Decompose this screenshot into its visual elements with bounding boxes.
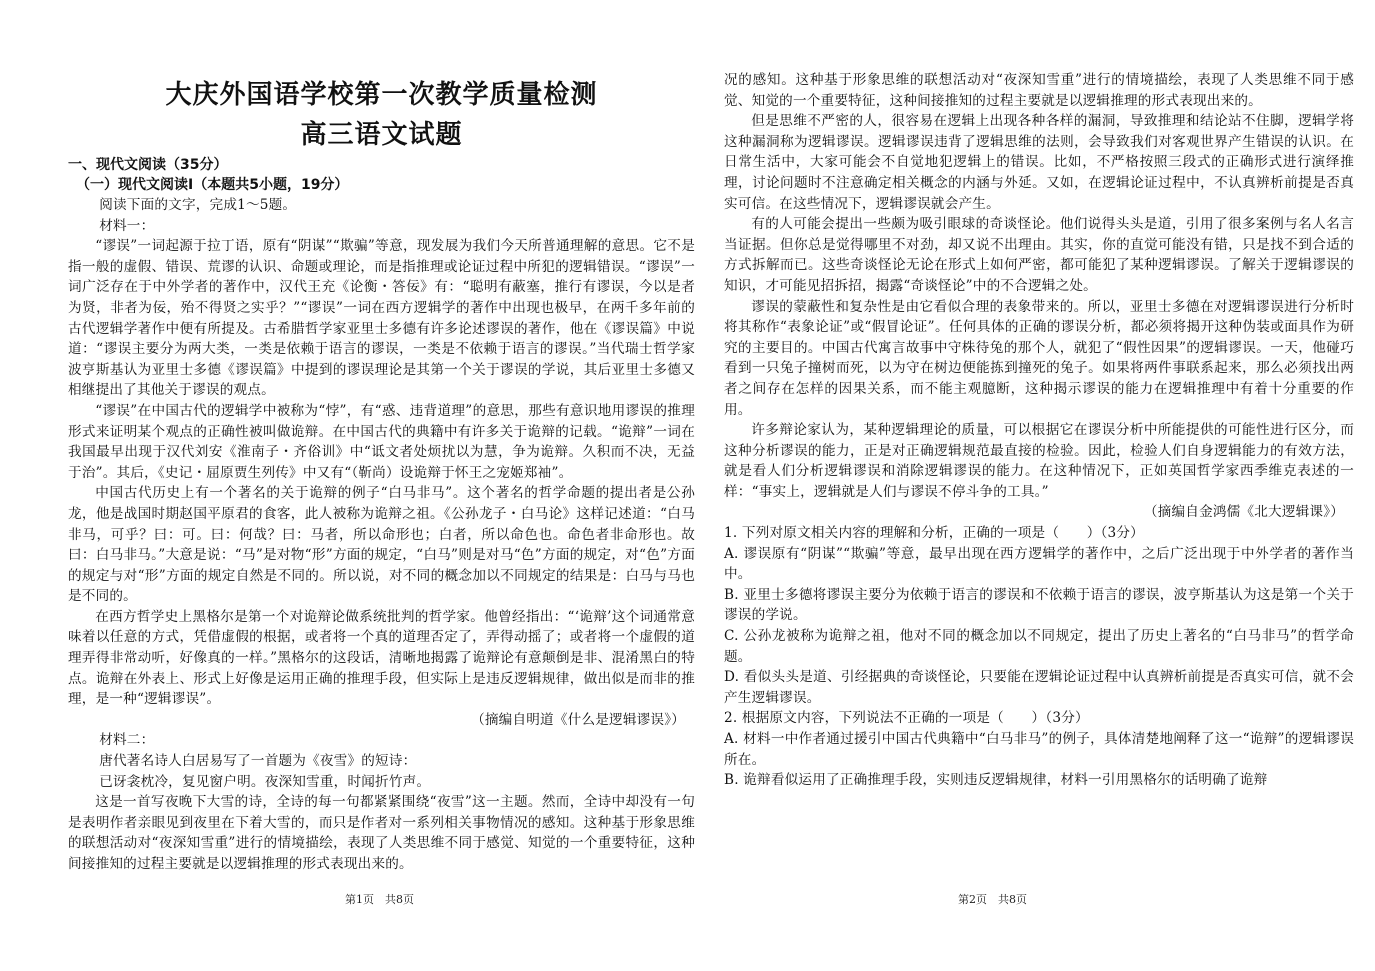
material2-paragraph: 有的人可能会提出一些颇为吸引眼球的奇谈怪论。他们说得头头是道，引用了很多案例与名人名言当证据。但你总是觉得哪里不对劲，却又说不出理由。其实，你的直觉可能没有错，只是找不到合适的方式拆解而已。这些奇谈怪论无论在形式上如何严密，都可能犯了某种逻辑谬误。了解关于逻辑谬误的知识，才可能见招拆招，揭露“奇谈怪论”中的不合逻辑之处。 [724, 216, 1354, 294]
section-heading: 一、现代文阅读（35分） [68, 157, 228, 173]
material1-label: 材料一： [99, 217, 155, 234]
material1-paragraph: “谬误”在中国古代的逻辑学中被称为“悖”，有“惑、违背道理”的意思，那些有意识地用谬误的推理形式来证明某个观点的正确性被叫做诡辩。在中国古代的典籍中有许多关于诡辩的记载。“诡辩”一词在我国最早出现于汉代刘安《淮南子・齐俗训》中“诋文者处烦扰以为慧，争为诡辩。久积而不决，无益于治”。其后，《史记・屈原贾生列传》中又有“（靳尚）设诡辩于怀王之宠姬郑袖”。 [68, 402, 695, 481]
question-1-option-b: B. 亚里士多德将谬误主要分为依赖于语言的谬误和不依赖于语言的谬误，波亨斯基认为这是第一个关于谬误的学说。 [724, 586, 1354, 624]
question-2-stem: 2. 根据原文内容，下列说法不正确的一项是（ ）（3分） [724, 710, 1089, 727]
question-2-option-a: A. 材料一中作者通过援引中国古代典籍中“白马非马”的例子，具体清楚地阐释了这一“诡辩”的逻辑谬误所在。 [724, 731, 1354, 768]
question-1-option-a: A. 谬误原有“阴谋”“欺骗”等意，最早出现在西方逻辑学的著作中，之后广泛出现于中外学者的著作当中。 [724, 545, 1354, 583]
material2-source: （摘编自金鸿儒《北大逻辑课》） [1143, 504, 1344, 521]
material2-paragraph: 但是思维不严密的人，很容易在逻辑上出现各种各样的漏洞，导致推理和结论站不住脚，逻辑学将这种漏洞称为逻辑谬误。逻辑谬误违背了逻辑思维的法则，会导致我们对客观世界产生错误的认识。在日常生活中，大家可能会不自觉地犯逻辑上的错误。比如，不严格按照三段式的正确形式进行演绎推理，讨论问题时不注意确定相关概念的内涵与外延。又如，在逻辑论证过程中，不认真辨析前提是否真实可信。在这些情况下，逻辑谬误就会产生。 [724, 113, 1354, 212]
left-column [68, 155, 695, 872]
material2-paragraph: 这是一首写夜晚下大雪的诗，全诗的每一句都紧紧围绕“夜雪”这一主题。然而，全诗中却没有一句是表明作者亲眼见到夜里在下着大雪的，而只是作者对一系列相关事物情况的感知。这种基于形象思维的联想活动对“夜深知雪重”进行的情境描绘，表现了人类思维不同于感觉、知觉的一个重要特征，这种间接推知的过程主要就是以逻辑推理的形式表现出来的。 [68, 794, 695, 872]
instruction-text: 阅读下面的文字，完成1～5题。 [99, 197, 297, 213]
right-column [724, 70, 1354, 791]
material2-label: 材料二： [99, 732, 155, 749]
question-1-option-d: D. 看似头头是道、引经据典的奇谈怪论，只要能在逻辑论证过程中认真辨析前提是否真实可信，就不会产生逻辑谬误。 [724, 669, 1354, 706]
material2-intro: 唐代著名诗人白居易写了一首题为《夜雪》的短诗： [99, 753, 417, 770]
material1-paragraph: 中国古代历史上有一个著名的关于诡辩的例子“白马非马”。这个著名的哲学命题的提出者是公孙龙，他是战国时期赵国平原君的食客，此人被称为诡辩之祖。《公孙龙子・白马论》这样记述道：“白马非马，可乎？曰：可。曰：何哉？曰：马者，所以命形也；白者，所以命色也。命色者非命形也。故曰：白马非马。”大意是说：“马”是对物“形”方面的规定，“白马”则是对马“色”方面的规定，对“色”方面的规定与对“形”方面的规定自然是不同的。所以说，对不同的概念加以不同规定的结果是：白马与马也是不同的。 [68, 485, 695, 605]
question-1-option-c: C. 公孙龙被称为诡辩之祖，他对不同的概念加以不同规定，提出了历史上著名的“白马非马”的哲学命题。 [724, 628, 1354, 665]
material2-paragraph: 许多辩论家认为，某种逻辑理论的质量，可以根据它在谬误分析中所能提供的可能性进行区分，而这种分析谬误的能力，正是对正确逻辑规范最直接的检验。因此，检验人们自身逻辑能力的有效方法，就是看人们分析逻辑谬误和消除逻辑谬误的能力。在这种情况下，正如英国哲学家西季维克表述的一样：“事实上，逻辑就是人们与谬误不停斗争的工具。” [724, 422, 1354, 500]
school-title: 大庆外国语学校第一次教学质量检测 [165, 80, 598, 110]
material2-paragraph-continued: 况的感知。这种基于形象思维的联想活动对“夜深知雪重”进行的情境描绘，表现了人类思维不同于感觉、知觉的一个重要特征，这种间接推知的过程主要就是以逻辑推理的形式表现出来的。 [724, 72, 1354, 109]
material1-paragraph: 在西方哲学史上黑格尔是第一个对诡辩论做系统批判的哲学家。他曾经指出：“‘诡辩’这个词通常意味着以任意的方式，凭借虚假的根据，或者将一个真的道理否定了，弄得动摇了；或者将一个虚假的道理弄得非常动听，好像真的一样。”黑格尔的这段话，清晰地揭露了诡辩论有意颠倒是非、混淆黑白的特点。诡辩在外表上、形式上好像是运用正确的推理手段，但实际上是违反逻辑规律，做出似是而非的推理，是一种“逻辑谬误”。 [68, 608, 695, 708]
poem-text: 已讶衾枕冷，复见窗户明。夜深知雪重，时闻折竹声。 [99, 773, 431, 790]
page-number-left: 第1页 共8页 [345, 893, 414, 906]
section-sub-heading: （一）现代文阅读Ⅰ（本题共5小题，19分） [76, 177, 349, 193]
question-2-option-b: B. 诡辩看似运用了正确推理手段，实则违反逻辑规律，材料一引用黑格尔的话明确了诡辩 [724, 772, 1268, 789]
page-number-right: 第2页 共8页 [958, 893, 1027, 906]
question-1-stem: 1. 下列对原文相关内容的理解和分析，正确的一项是（ ）（3分） [724, 525, 1144, 542]
material2-paragraph: 谬误的蒙蔽性和复杂性是由它看似合理的表象带来的。所以，亚里士多德在对逻辑谬误进行分析时将其称作“表象论证”或“假冒论证”。任何具体的正确的谬误分析，都必须将揭开这种伪装或面具作为研究的主要目的。中国古代寓言故事中守株待兔的那个人，就犯了“假性因果”的逻辑谬误。一天，他碰巧看到一只兔子撞树而死，以为守在树边便能拣到撞死的兔子。如果将两件事联系起来，那么必须找出两者之间存在怎样的因果关系，而不能主观臆断，这种揭示谬误的能力在逻辑推理中有着十分重要的作用。 [724, 298, 1354, 418]
material1-source: （摘编自明道《什么是逻辑谬误》） [471, 711, 685, 728]
material1-paragraph: “谬误”一词起源于拉丁语，原有“阴谋”“欺骗”等意，现发展为我们今天所普通理解的意思。它不是指一般的虚假、错误、荒谬的认识、命题或理论，而是指推理或论证过程中所犯的逻辑错误。“谬误”一词广泛存在于中外学者的著作中，汉代王充《论衡・答佞》有：“聪明有蔽塞，推行有谬误，今以是者为贤，非者为佞，殆不得贤之实乎？”“谬误”一词在西方逻辑学的著作中出现也极早，在两千多年前的古代逻辑学著作中便有所提及。古希腊哲学家亚里士多德有许多论述谬误的著作，他在《谬误篇》中说道：“谬误主要分为两大类，一类是依赖于语言的谬误，一类是不依赖于语言的谬误。”当代瑞士哲学家波亨斯基认为亚里士多德《谬误篇》中提到的谬误理论是其第一个关于谬误的学说，其后亚里士多德又相继提出了其他关于谬误的观点。 [68, 238, 695, 399]
exam-title: 高三语文试题 [300, 120, 463, 150]
